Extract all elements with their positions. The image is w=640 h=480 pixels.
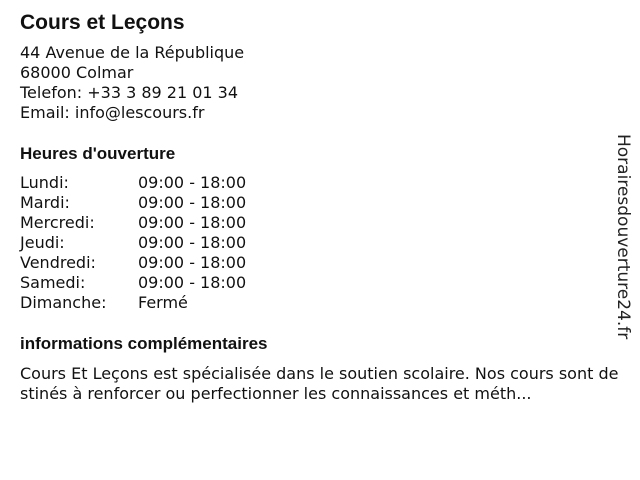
additional-info-text: Cours Et Leçons est spécialisée dans le soutien scolaire. Nos cours sont destinés à renforcer ou perfectionner les connaissances et méth... bbox=[20, 364, 619, 403]
hours-row-thursday bbox=[20, 233, 246, 253]
day-label: Mercredi: bbox=[20, 213, 95, 232]
time-value: 09:00 - 18:00 bbox=[138, 193, 247, 212]
day-label: Mardi: bbox=[20, 193, 70, 212]
time-value: 09:00 - 18:00 bbox=[138, 213, 247, 232]
day-label: Samedi: bbox=[20, 273, 86, 292]
additional-info-heading: informations complémentaires bbox=[20, 334, 268, 353]
time-value: 09:00 - 18:00 bbox=[138, 173, 247, 192]
day-label: Lundi: bbox=[20, 173, 69, 192]
hours-row-wednesday bbox=[20, 213, 246, 233]
address-line-street: 44 Avenue de la République bbox=[20, 43, 245, 62]
day-label: Vendredi: bbox=[20, 253, 96, 272]
time-value: 09:00 - 18:00 bbox=[138, 273, 247, 292]
hours-row-tuesday bbox=[20, 193, 246, 213]
watermark bbox=[612, 134, 634, 348]
phone-line: Telefon: +33 3 89 21 01 34 bbox=[20, 83, 239, 102]
time-value: 09:00 - 18:00 bbox=[138, 233, 247, 252]
time-value: Fermé bbox=[138, 293, 188, 312]
hours-row-sunday bbox=[20, 293, 246, 313]
day-label: Dimanche: bbox=[20, 293, 107, 312]
contact-block bbox=[20, 43, 244, 123]
address-line-city: 68000 Colmar bbox=[20, 63, 134, 82]
hours-row-friday bbox=[20, 253, 246, 273]
hours-row-saturday bbox=[20, 273, 246, 293]
time-value: 09:00 - 18:00 bbox=[138, 253, 247, 272]
opening-hours-table bbox=[20, 173, 246, 313]
business-name: Cours et Leçons bbox=[20, 11, 185, 34]
opening-hours-heading: Heures d'ouverture bbox=[20, 144, 176, 163]
day-label: Jeudi: bbox=[20, 233, 65, 252]
hours-row-monday bbox=[20, 173, 246, 193]
email-line: Email: info@lescours.fr bbox=[20, 103, 205, 122]
watermark-text: Horairesdouverture24.fr bbox=[613, 134, 633, 340]
